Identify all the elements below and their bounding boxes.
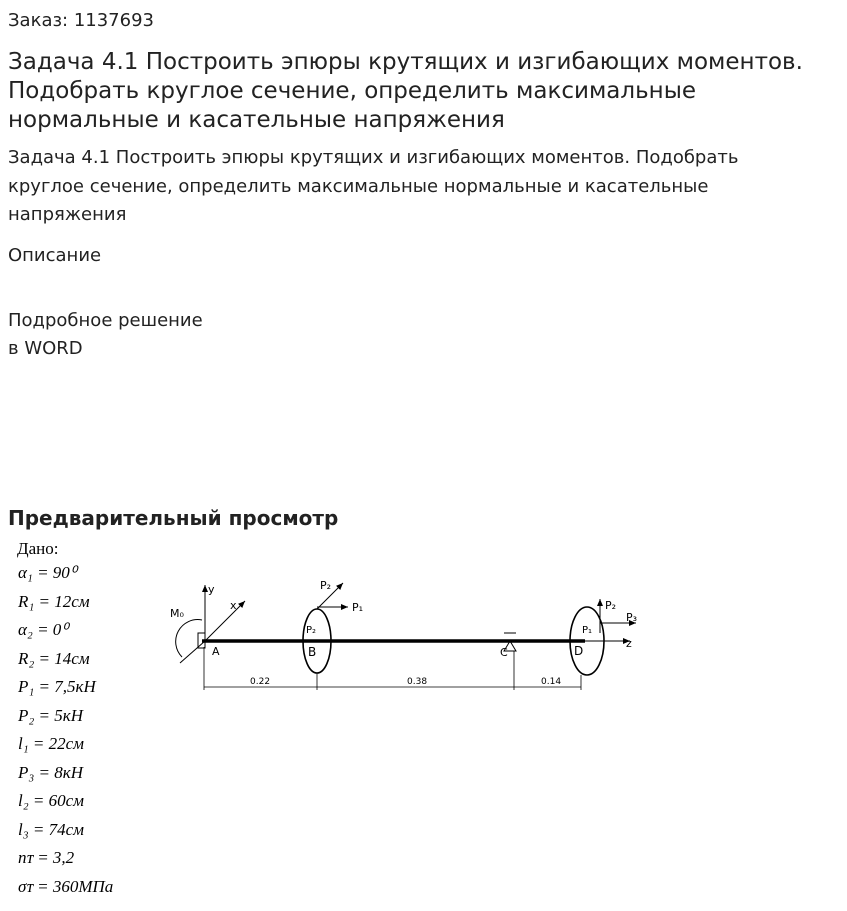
force-p2-b-label: P₂: [306, 625, 317, 636]
given-title: Дано:: [17, 539, 59, 558]
force-p1-top-label: P₁: [352, 601, 364, 614]
force-p2-top-label: P₂: [320, 579, 332, 592]
order-number: Заказ: 1137693: [8, 10, 154, 31]
moment-m0-label: M₀: [170, 607, 184, 620]
given-item: α₁ = 90⁰: [18, 563, 77, 582]
task-subtitle: Задача 4.1 Построить эпюры крутящих и изгибающих моментов. Подобрать круглое сечение, определить максимальные нормальные и касательные напряжения: [8, 147, 739, 225]
description-line-2: в WORD: [8, 338, 83, 359]
point-c-label: C: [500, 646, 508, 659]
force-p1-d-label: P₁: [582, 625, 593, 636]
page-title: Задача 4.1 Построить эпюры крутящих и изгибающих моментов. Подобрать круглое сечение, определить максимальные нормальные и касательные напряжения: [8, 49, 803, 133]
given-item: σᴛ = 360МПа: [18, 876, 114, 896]
given-item: P₃ = 8кН: [18, 762, 83, 782]
x-axis-label: x: [230, 599, 237, 612]
point-b-label: B: [308, 645, 317, 659]
force-p2-d-label: P₂: [605, 599, 617, 612]
preview-heading: Предварительный просмотр: [8, 506, 339, 530]
dim-label-1: 0.22: [250, 677, 271, 687]
point-d-label: D: [574, 644, 584, 658]
z-axis-label: z: [626, 637, 632, 650]
given-item: R₁ = 12см: [18, 591, 90, 611]
support-a-hatch: [180, 641, 205, 663]
preview-image: [0, 535, 847, 911]
given-item: R₂ = 14см: [18, 648, 90, 668]
dim-label-2: 0.38: [407, 677, 428, 687]
given-item: P₁ = 7,5кН: [18, 677, 96, 696]
given-item: l₃ = 74см: [18, 819, 84, 839]
dim-label-3: 0.14: [541, 677, 562, 687]
given-list: [18, 559, 113, 901]
given-item: α₂ = 0⁰: [18, 620, 69, 639]
y-axis-label: y: [208, 583, 215, 596]
given-item: nᴛ = 3,2: [18, 848, 75, 867]
given-item: l₁ = 22см: [18, 734, 84, 753]
description-heading: Описание: [8, 245, 102, 266]
description-line-1: Подробное решение: [8, 310, 203, 331]
shaft-diagram: [160, 575, 650, 695]
point-a-label: A: [212, 645, 220, 658]
given-item: l₂ = 60см: [18, 791, 84, 810]
given-item: P₂ = 5кН: [18, 705, 83, 725]
force-p3-d-label: P₃: [626, 611, 638, 624]
description-body: [8, 307, 203, 363]
x-axis: [205, 601, 245, 641]
